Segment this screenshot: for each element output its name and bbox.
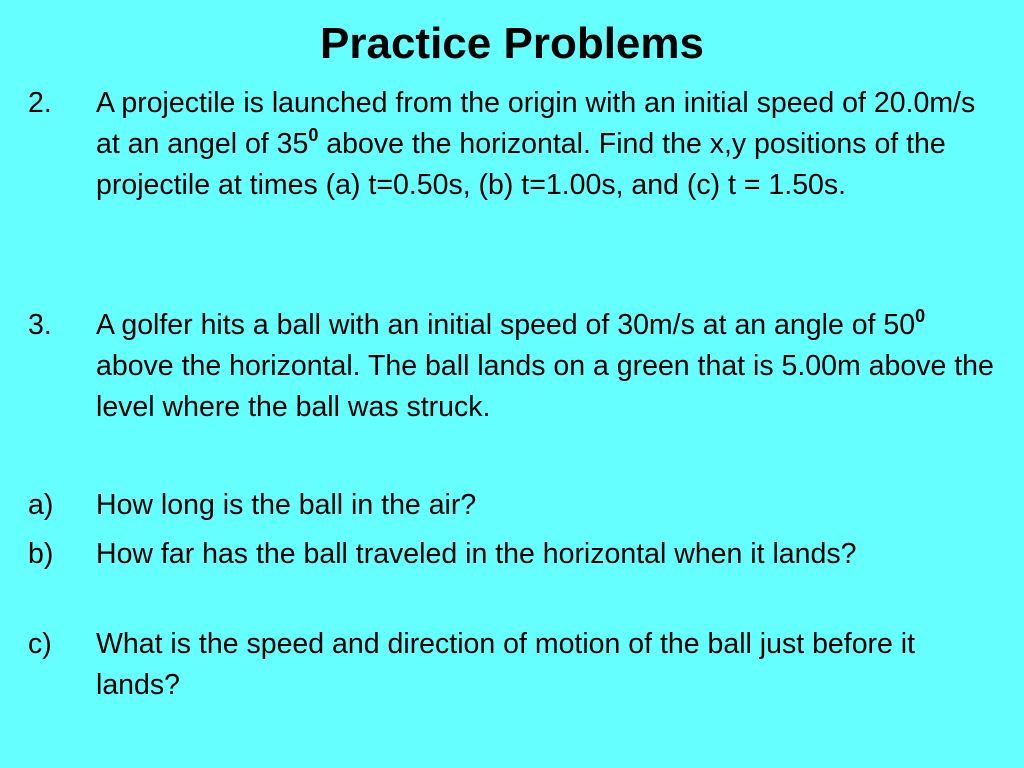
slide-title: Practice Problems (320, 19, 704, 68)
problem-number: 3. (28, 309, 52, 341)
question-label: b) (28, 538, 54, 570)
problem-3 (28, 305, 1003, 428)
question-label: a) (28, 489, 54, 521)
problem-text (96, 305, 1003, 428)
problem-number: 2. (28, 87, 52, 119)
question-text: How far has the ball traveled in the horizontal when it lands? (96, 538, 857, 570)
degree-superscript: 0 (915, 305, 926, 326)
question-b (28, 534, 1003, 575)
degree-superscript: 0 (308, 124, 319, 145)
problem-2 (28, 83, 1003, 206)
problem-text-part: A projectile is launched from the origin with an initial speed of 20.0m/s at an angel of 35 (96, 87, 976, 160)
question-text: How long is the ball in the air? (96, 489, 477, 521)
question-c (28, 624, 1003, 706)
problem-text-part: A golfer hits a ball with an initial speed of 30m/s at an angle of 50 (96, 309, 916, 341)
question-label: c) (28, 628, 52, 660)
question-a (28, 485, 1003, 526)
problem-text-part: above the horizontal. Find the x,y positions of the projectile at times (a) t=0.50s, (b) t=1.00s, and (c) t = 1.50s. (96, 128, 946, 201)
problem-text-part: above the horizontal. The ball lands on a green that is 5.00m above the level where the ball was struck. (96, 350, 994, 423)
question-text: What is the speed and direction of motion of the ball just before it lands? (96, 628, 916, 701)
problem-text (96, 83, 1003, 206)
